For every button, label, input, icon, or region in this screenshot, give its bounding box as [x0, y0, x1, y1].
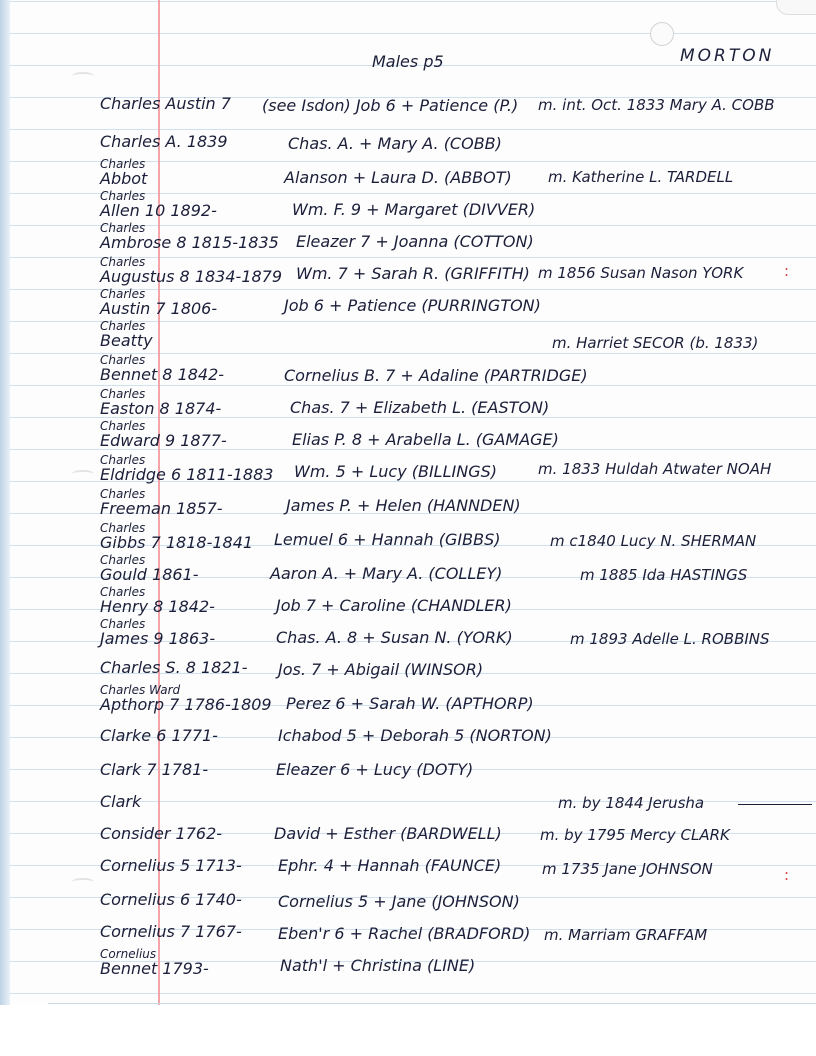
entry-marriage: m. Marriam GRAFFAM: [544, 926, 708, 944]
entry-name-rest: Abbot: [100, 169, 148, 188]
entry-name-rest: Freeman 1857-: [100, 499, 223, 518]
entry-name-rest: Henry 8 1842-: [100, 597, 215, 616]
entry-parents: Chas. A. + Mary A. (COBB): [288, 134, 502, 153]
page-crease-mark: [72, 72, 94, 80]
entry-name-first: Charles: [100, 189, 146, 203]
entry-parents: Chas. 7 + Elizabeth L. (EASTON): [290, 398, 550, 417]
bottom-rule: [48, 1003, 816, 1004]
entry-marriage: m. by 1795 Mercy CLARK: [540, 826, 730, 844]
entry-marriage: m. 1833 Huldah Atwater NOAH: [538, 460, 772, 478]
entry-parents: Nath'l + Christina (LINE): [280, 956, 476, 975]
entry-parents: Wm. 7 + Sarah R. (GRIFFITH): [296, 264, 530, 283]
entry-name: Cornelius 6 1740-: [100, 890, 242, 909]
entry-marriage: m 1893 Adelle L. ROBBINS: [570, 630, 770, 648]
entry-name: [100, 320, 153, 349]
entry-name: [100, 488, 223, 517]
entry-name: [100, 158, 147, 187]
entry-parents: (see Isdon) Job 6 + Patience (P.): [262, 96, 519, 115]
margin-mark: :: [784, 866, 790, 884]
entry-name-rest: Austin 7 1806-: [100, 299, 218, 318]
page-crease-mark: [72, 878, 94, 886]
entry-parents: Elias P. 8 + Arabella L. (GAMAGE): [292, 430, 559, 449]
entry-name-rest: Easton 8 1874-: [100, 399, 222, 418]
entry-name: [100, 618, 215, 647]
entry-parents: Lemuel 6 + Hannah (GIBBS): [274, 530, 501, 549]
entry-name: Charles Austin 7: [100, 94, 231, 113]
entry-name-rest: Ambrose 8 1815-1835: [100, 233, 279, 252]
entry-parents: Eben'r 6 + Rachel (BRADFORD): [278, 924, 531, 943]
entry-name-first: Charles: [100, 287, 146, 301]
entry-marriage: m. Harriet SECOR (b. 1833): [552, 334, 759, 352]
entry-parents: Eleazer 7 + Joanna (COTTON): [296, 232, 534, 251]
entry-name: [100, 454, 273, 483]
entry-name: Charles A. 1839: [100, 132, 228, 151]
entry-name: Clark 7 1781-: [100, 760, 209, 779]
entry-name: [100, 256, 282, 285]
entry-name-first: Charles: [100, 157, 146, 171]
entry-name: Cornelius 5 1713-: [100, 856, 242, 875]
entry-parents: Cornelius B. 7 + Adaline (PARTRIDGE): [284, 366, 588, 385]
entry-name: [100, 684, 272, 713]
entry-name: Charles S. 8 1821-: [100, 658, 248, 677]
entry-parents: Aaron A. + Mary A. (COLLEY): [270, 564, 503, 583]
page-edge: [0, 0, 10, 1056]
entry-name-first: Charles: [100, 585, 146, 599]
entry-name-rest: Edward 9 1877-: [100, 431, 227, 450]
entry-parents: Ichabod 5 + Deborah 5 (NORTON): [278, 726, 552, 745]
entry-marriage: m c1840 Lucy N. SHERMAN: [550, 532, 757, 550]
entry-name-first: Charles: [100, 487, 146, 501]
entry-marriage: m. int. Oct. 1833 Mary A. COBB: [538, 96, 775, 114]
entry-name: [100, 522, 253, 551]
entry-name-first: Charles: [100, 353, 146, 367]
entry-name: [100, 388, 221, 417]
entry-parents: Eleazer 6 + Lucy (DOTY): [276, 760, 474, 779]
entry-name: [100, 354, 224, 383]
entry-parents: Wm. F. 9 + Margaret (DIVVER): [292, 200, 536, 219]
entry-name-first: Charles: [100, 617, 146, 631]
entry-name-first: Charles: [100, 255, 146, 269]
entry-name: Cornelius 7 1767-: [100, 922, 242, 941]
entry-name-first: Charles: [100, 221, 146, 235]
entry-name-rest: Eldridge 6 1811-1883: [100, 465, 274, 484]
entry-name: Consider 1762-: [100, 824, 223, 843]
entry-name-first: Charles: [100, 521, 146, 535]
entry-marriage: m 1885 Ida HASTINGS: [580, 566, 748, 584]
entry-marriage: m. Katherine L. TARDELL: [548, 168, 734, 186]
entry-parents: Chas. A. 8 + Susan N. (YORK): [276, 628, 513, 647]
entry-name: [100, 288, 217, 317]
entry-name: [100, 420, 227, 449]
entry-marriage: m 1856 Susan Nason YORK: [538, 264, 744, 282]
entry-parents: Wm. 5 + Lucy (BILLINGS): [294, 462, 497, 481]
entry-name-first: Charles: [100, 387, 146, 401]
continuation-line: [738, 804, 812, 805]
entry-name: [100, 554, 199, 583]
entry-name-rest: Gibbs 7 1818-1841: [100, 533, 254, 552]
entry-parents: Ephr. 4 + Hannah (FAUNCE): [278, 856, 502, 875]
page-title: Males p5: [372, 52, 444, 71]
entry-name-rest: Bennet 8 1842-: [100, 365, 225, 384]
entry-name-rest: Bennet 1793-: [100, 959, 209, 978]
entry-name-first: Charles: [100, 419, 146, 433]
entry-parents: Perez 6 + Sarah W. (APTHORP): [286, 694, 534, 713]
page-bottom-margin: [0, 1005, 816, 1056]
entry-name-rest: Apthorp 7 1786-1809: [100, 695, 272, 714]
entry-parents: Jos. 7 + Abigail (WINSOR): [278, 660, 484, 679]
entry-parents: Job 7 + Caroline (CHANDLER): [276, 596, 512, 615]
entry-name: [100, 586, 215, 615]
entry-name-rest: Augustus 8 1834-1879: [100, 267, 283, 286]
entry-name-first: Charles: [100, 319, 146, 333]
entry-name: [100, 948, 209, 977]
entry-name: Clarke 6 1771-: [100, 726, 218, 745]
entry-marriage: m 1735 Jane JOHNSON: [542, 860, 713, 878]
entry-name-rest: Beatty: [100, 331, 153, 350]
entry-name-first: Charles: [100, 553, 146, 567]
surname-heading: MORTON: [680, 46, 775, 66]
entry-name-first: Charles Ward: [100, 683, 181, 697]
punch-hole: [650, 22, 674, 46]
entry-name-first: Charles: [100, 453, 146, 467]
entry-name: Clark: [100, 792, 142, 811]
entry-name: [100, 222, 279, 251]
entry-parents: Job 6 + Patience (PURRINGTON): [284, 296, 541, 315]
entry-parents: James P. + Helen (HANNDEN): [286, 496, 521, 515]
entry-parents: David + Esther (BARDWELL): [274, 824, 502, 843]
entry-parents: Cornelius 5 + Jane (JOHNSON): [278, 892, 520, 911]
entry-name-rest: Allen 10 1892-: [100, 201, 217, 220]
entry-parents: Alanson + Laura D. (ABBOT): [284, 168, 512, 187]
entry-name-rest: Gould 1861-: [100, 565, 199, 584]
margin-mark: :: [784, 262, 790, 280]
page-corner: [776, 0, 816, 15]
entry-name-rest: James 9 1863-: [100, 629, 216, 648]
entry-marriage: m. by 1844 Jerusha: [558, 794, 705, 812]
entry-name: [100, 190, 217, 219]
page-crease-mark: [72, 470, 94, 478]
entry-name-first: Cornelius: [100, 947, 157, 961]
